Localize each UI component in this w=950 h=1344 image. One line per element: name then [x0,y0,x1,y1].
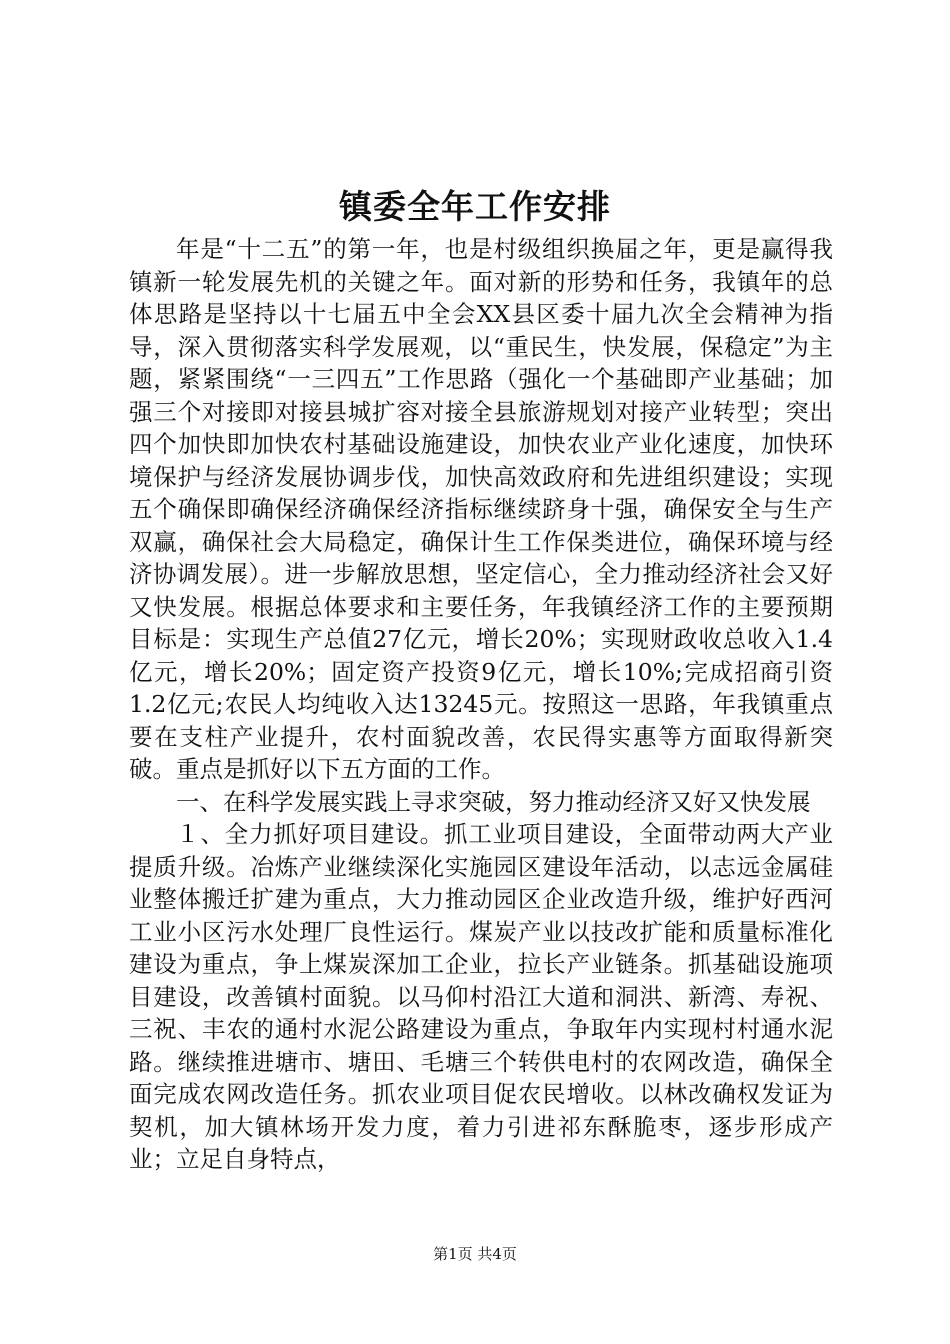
paragraph-item-1: １、全力抓好项目建设。抓工业项目建设，全面带动两大产业提质升级。冶炼产业继续深化实施园区建设年活动，以志远金属硅业整体搬迁扩建为重点，大力推动园区企业改造升级，维护好西河工业小区污水处理厂良性运行。煤炭产业以技改扩能和质量标准化建设为重点，争上煤炭深加工企业，拉长产业链条。抓基础设施项目建设，改善镇村面貌。以马仰村沿江大道和洞洪、新湾、寿祝、三祝、丰农的通村水泥公路建设为重点，争取年内实现村村通水泥路。继续推进塘市、塘田、毛塘三个转供电村的农网改造，确保全面完成农网改造任务。抓农业项目促农民增收。以林改确权发证为契机，加大镇林场开发力度，着力引进祁东酥脆枣，逐步形成产业；立足自身特点， [129,820,833,1173]
document-body [129,233,833,1176]
document-title: 镇委全年工作安排 [339,187,611,226]
paragraph-intro: 年是“十二五”的第一年，也是村级组织换届之年，更是赢得我镇新一轮发展先机的关键之年。面对新的形势和任务，我镇年的总体思路是坚持以十七届五中全会XX县区委十届九次全会精神为指导，深入贯彻落实科学发展观，以“重民生，快发展，保稳定”为主题，紧紧围绕“一三四五”工作思路（强化一个基础即产业基础；加强三个对接即对接县城扩容对接全县旅游规划对接产业转型；突出四个加快即加快农村基础设施建设，加快农业产业化速度，加快环境保护与经济发展协调步伐，加快高效政府和先进组织建设；实现五个确保即确保经济确保经济指标继续跻身十强，确保安全与生产双赢，确保社会大局稳定，确保计生工作保类进位，确保环境与经济协调发展）。进一步解放思想，坚定信心，全力推动经济社会又好又快发展。根据总体要求和主要任务，年我镇经济工作的主要预期目标是：实现生产总值27亿元，增长20%；实现财政收总收入1.4亿元，增长20%；固定资产投资9亿元，增长10%;完成招商引资1.2亿元;农民人均纯收入达13245元。按照这一思路，年我镇重点要在支柱产业提升，农村面貌改善，农民得实惠等方面取得新突破。重点是抓好以下五方面的工作。 [129,235,833,783]
paragraph-section-heading: 一、在科学发展实践上寻求突破，努力推动经济又好又快发展 [176,787,811,816]
page-footer: 第1页 共4页 [433,1245,517,1263]
